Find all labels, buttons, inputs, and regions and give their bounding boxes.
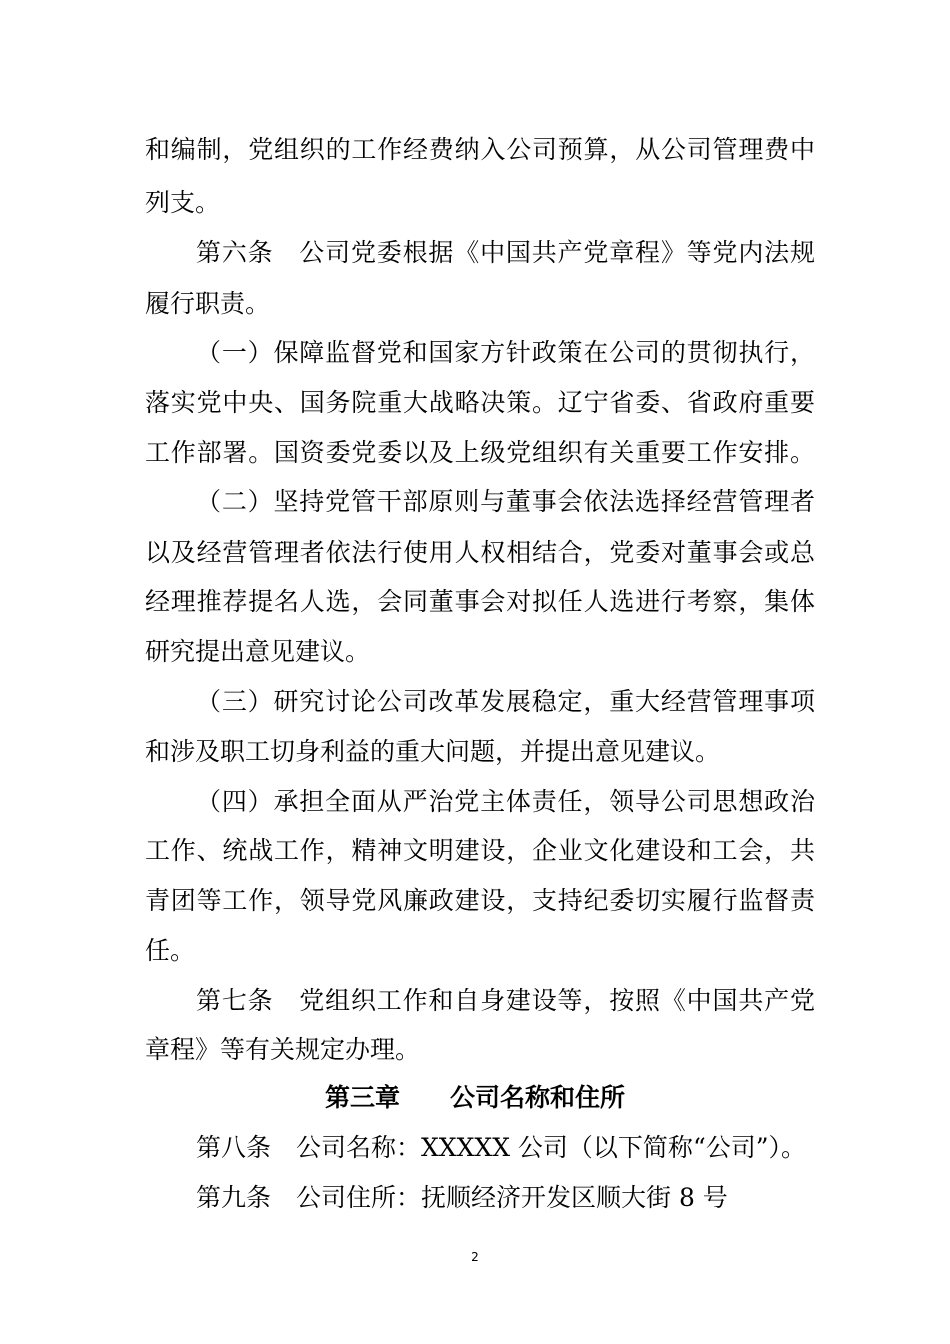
article-9-line: 第九条 公司住所：抚顺经济开发区顺大街 8 号 [196, 1183, 728, 1212]
paragraph-line: 研究提出意见建议。 [145, 637, 371, 666]
item-3-line: （三）研究讨论公司改革发展稳定，重大经营管理事项 [196, 687, 815, 716]
paragraph-line: 以及经营管理者依法行使用人权相结合，党委对董事会或总 [145, 538, 815, 567]
paragraph-line: 任。 [145, 936, 196, 965]
item-1-line: （一）保障监督党和国家方针政策在公司的贯彻执行， [196, 338, 815, 367]
paragraph-line: 履行职责。 [145, 289, 271, 318]
article-8-line: 第八条 公司名称：XXXXX 公司（以下简称“公司”）。 [196, 1133, 806, 1162]
paragraph-line: 列支。 [145, 188, 221, 217]
paragraph-line: 和涉及职工切身利益的重大问题，并提出意见建议。 [145, 737, 721, 766]
paragraph-line: 经理推荐提名人选，会同董事会对拟任人选进行考察，集体 [145, 587, 815, 616]
item-4-line: （四）承担全面从严治党主体责任，领导公司思想政治 [196, 787, 815, 816]
paragraph-line: 落实党中央、国务院重大战略决策。辽宁省委、省政府重要 [145, 388, 815, 417]
article-6-heading-line: 第六条 公司党委根据《中国共产党章程》等党内法规 [196, 238, 815, 267]
paragraph-line: 工作部署。国资委党委以及上级党组织有关重要工作安排。 [145, 438, 815, 467]
article-7-heading-line: 第七条 党组织工作和自身建设等，按照《中国共产党 [196, 986, 815, 1015]
item-2-line: （二）坚持党管干部原则与董事会依法选择经营管理者 [196, 487, 815, 516]
page-number: 2 [471, 1250, 479, 1264]
chapter-title: 第三章 公司名称和住所 [324, 1083, 625, 1112]
paragraph-line: 章程》等有关规定办理。 [145, 1035, 421, 1064]
paragraph-line: 青团等工作，领导党风廉政建设，支持纪委切实履行监督责 [145, 886, 815, 915]
paragraph-line: 和编制，党组织的工作经费纳入公司预算，从公司管理费中 [145, 135, 815, 164]
paragraph-line: 工作、统战工作，精神文明建设，企业文化建设和工会，共 [145, 836, 815, 865]
